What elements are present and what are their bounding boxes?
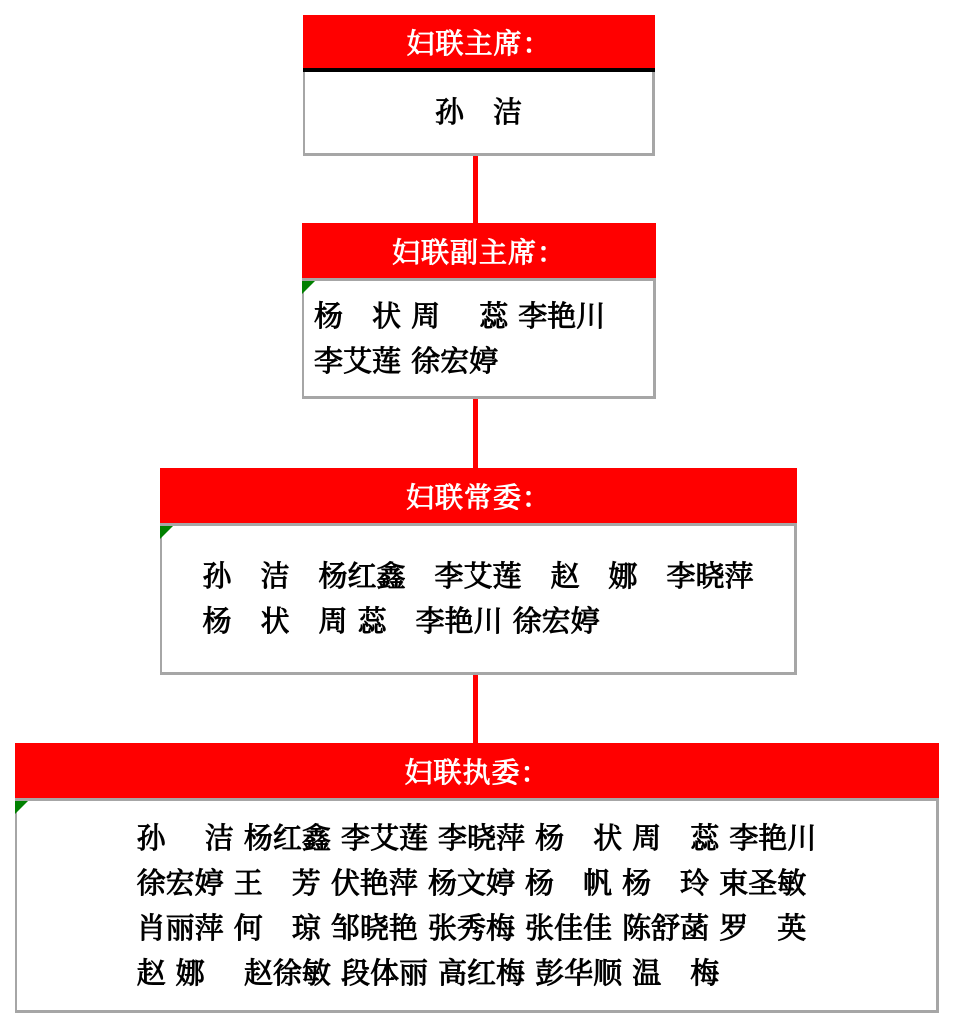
member-line: 杨 状 周 蕊 李艳川 — [314, 298, 606, 333]
member-line: 肖丽萍 何 琼 邹晓艳 张秀梅 张佳佳 陈舒菡 罗 英 — [136, 910, 807, 945]
member-list — [137, 816, 817, 996]
box-title-chairman: 妇联主席： — [406, 26, 552, 60]
member-list — [435, 90, 522, 135]
box-header-standing-committee — [160, 468, 797, 523]
org-box-standing-committee — [160, 468, 797, 675]
connector-vicechairman-standing — [473, 398, 478, 469]
org-box-chairman — [303, 15, 655, 156]
box-title-executive-committee: 妇联执委： — [404, 755, 550, 789]
member-line: 孙 洁 杨红鑫 李艾莲 赵 娜 李晓萍 — [202, 559, 754, 593]
box-header-vice-chairman — [302, 223, 656, 278]
member-line: 杨 状 周 蕊 李艳川 徐宏婷 — [202, 604, 600, 638]
org-box-vice-chairman — [302, 223, 656, 399]
box-title-vice-chairman: 妇联副主席： — [391, 235, 566, 269]
connector-standing-executive — [473, 674, 478, 744]
member-line: 赵 娜 赵徐敏 段体丽 高红梅 彭华顺 温 梅 — [136, 955, 720, 990]
box-body-chairman — [303, 72, 655, 156]
member-list — [314, 294, 605, 384]
member-line: 徐宏婷 王 芳 伏艳萍 杨文婷 杨 帆 杨 玲 束圣敏 — [136, 865, 807, 900]
box-header-chairman — [303, 15, 655, 68]
box-body-vice-chairman — [302, 281, 656, 399]
box-header-executive-committee — [15, 743, 939, 798]
box-title-standing-committee: 妇联常委： — [405, 480, 551, 514]
member-line: 孙 洁 — [434, 95, 522, 129]
box-body-executive-committee — [15, 801, 939, 1013]
member-line: 孙 洁 杨红鑫 李艾莲 李晓萍 杨 状 周 蕊 李艳川 — [136, 820, 817, 855]
green-corner-flag-icon — [302, 281, 315, 294]
green-corner-flag-icon — [15, 801, 28, 814]
connector-chairman-vicechairman — [473, 154, 478, 224]
member-list — [202, 554, 753, 644]
box-body-standing-committee — [160, 526, 797, 675]
member-line: 李艾莲 徐宏婷 — [314, 343, 499, 378]
org-box-executive-committee — [15, 743, 939, 1013]
green-corner-flag-icon — [160, 526, 173, 539]
